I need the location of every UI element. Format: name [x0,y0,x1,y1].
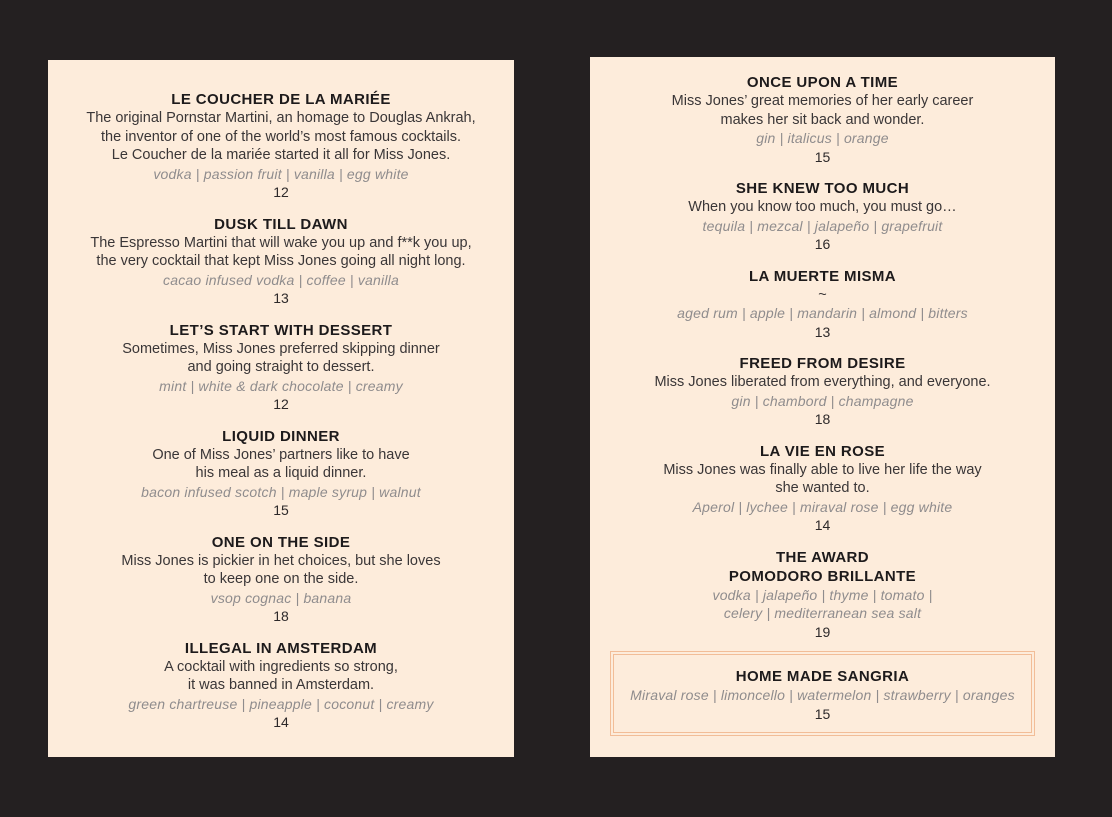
item-price: 12 [273,184,289,200]
menu-items-left [48,60,514,732]
item-ingredients: mint | white & dark chocolate | creamy [159,377,403,394]
item-ingredients: tequila | mezcal | jalapeño | grapefruit [702,217,943,234]
item-ingredients: celery | mediterranean sea salt [723,605,922,621]
menu-item [610,548,1035,642]
item-price: 12 [273,396,289,412]
item-ingredients: gin | italicus | orange [756,130,889,146]
menu-item [610,442,1035,535]
item-title: SHE KNEW TOO MUCH [735,180,910,197]
menu-item [70,321,492,414]
item-description-line: The original Pornstar Martini, an homage to Douglas Ankrah, [86,110,476,126]
item-title: LA VIE EN ROSE [759,442,886,460]
item-price: 16 [814,236,831,252]
menu-item [610,354,1035,429]
item-price: 15 [814,148,831,165]
item-price: 15 [814,705,831,722]
menu-items-right [590,57,1055,733]
item-title: LET’S START WITH DESSERT [169,321,393,339]
item-description-line: Sometimes, Miss Jones preferred skipping dinner [122,340,440,357]
item-description-line: One of Miss Jones’ partners like to have [152,446,410,463]
item-ingredients: bacon infused scotch | maple syrup | walnut [141,483,421,500]
menu-item [70,639,492,732]
item-description-line: Le Coucher de la mariée started it all for Miss Jones. [111,147,451,163]
item-description-line: Miss Jones was finally able to live her life the way [663,461,982,478]
item-title: ILLEGAL IN AMSTERDAM [184,639,378,657]
item-ingredients: Miraval rose | limoncello | watermelon | strawberry | oranges [630,687,1015,703]
item-title: DUSK TILL DAWN [214,215,348,233]
menu-item [610,73,1035,166]
item-description-line: his meal as a liquid dinner. [195,465,367,481]
item-ingredients: vodka | passion fruit | vanilla | egg white [153,165,409,182]
item-title: THE AWARD [775,548,870,566]
menu-item [70,427,492,520]
item-title: HOME MADE SANGRIA [735,668,910,685]
item-description-line: Miss Jones’ great memories of her early career [671,93,974,109]
item-price: 18 [273,608,289,624]
item-price: 15 [273,502,289,518]
menu-item [610,267,1035,342]
item-title: ONCE UPON A TIME [746,74,899,91]
menu-item [70,90,492,202]
item-description-line: to keep one on the side. [203,571,359,587]
menu-item [70,215,492,308]
item-description-line: Miss Jones liberated from everything, and everyone. [654,374,991,390]
item-description-line: and going straight to dessert. [187,359,375,375]
item-title: ONE ON THE SIDE [211,533,351,551]
item-title: LIQUID DINNER [222,427,340,445]
item-title: LA MUERTE MISMA [748,267,897,285]
menu-page-left [48,60,514,757]
item-ingredients: green chartreuse | pineapple | coconut | creamy [128,695,434,712]
item-description-line: the very cocktail that kept Miss Jones going all night long. [96,253,466,269]
menu-item [610,179,1035,254]
item-price: 14 [814,517,831,533]
item-price: 19 [814,623,831,640]
item-description-line: Miss Jones is pickier in het choices, but she loves [121,552,441,569]
item-description-line: it was banned in Amsterdam. [187,677,375,693]
item-ingredients: Aperol | lychee | miraval rose | egg white [692,498,953,515]
item-price: 14 [273,714,289,730]
item-description-line: makes her sit back and wonder. [720,111,925,128]
item-description-line: The Espresso Martini that will wake you up and f**k you up, [90,234,472,251]
menu-page-right [590,57,1055,757]
item-price: 13 [814,323,831,340]
item-description-line: ~ [818,286,827,303]
item-price: 18 [814,411,831,427]
item-description-line: the inventor of one of the world’s most famous cocktails. [101,128,461,145]
item-description-line: A cocktail with ingredients so strong, [164,658,398,675]
item-ingredients: gin | chambord | champagne [731,392,914,409]
item-title: POMODORO BRILLANTE [728,567,917,585]
item-description-line: When you know too much, you must go… [688,199,957,215]
item-description-line: she wanted to. [775,480,870,496]
item-title: FREED FROM DESIRE [739,355,906,372]
item-ingredients: vodka | jalapeño | thyme | tomato | [712,586,933,603]
item-price: 13 [273,290,289,306]
sangria-box-menu-item [613,654,1032,733]
item-ingredients: vsop cognac | banana [210,589,352,606]
item-ingredients: aged rum | apple | mandarin | almond | bitters [677,305,968,321]
menu-item [70,533,492,626]
item-ingredients: cacao infused vodka | coffee | vanilla [163,271,399,288]
item-title: LE COUCHER DE LA MARIÉE [171,91,391,108]
